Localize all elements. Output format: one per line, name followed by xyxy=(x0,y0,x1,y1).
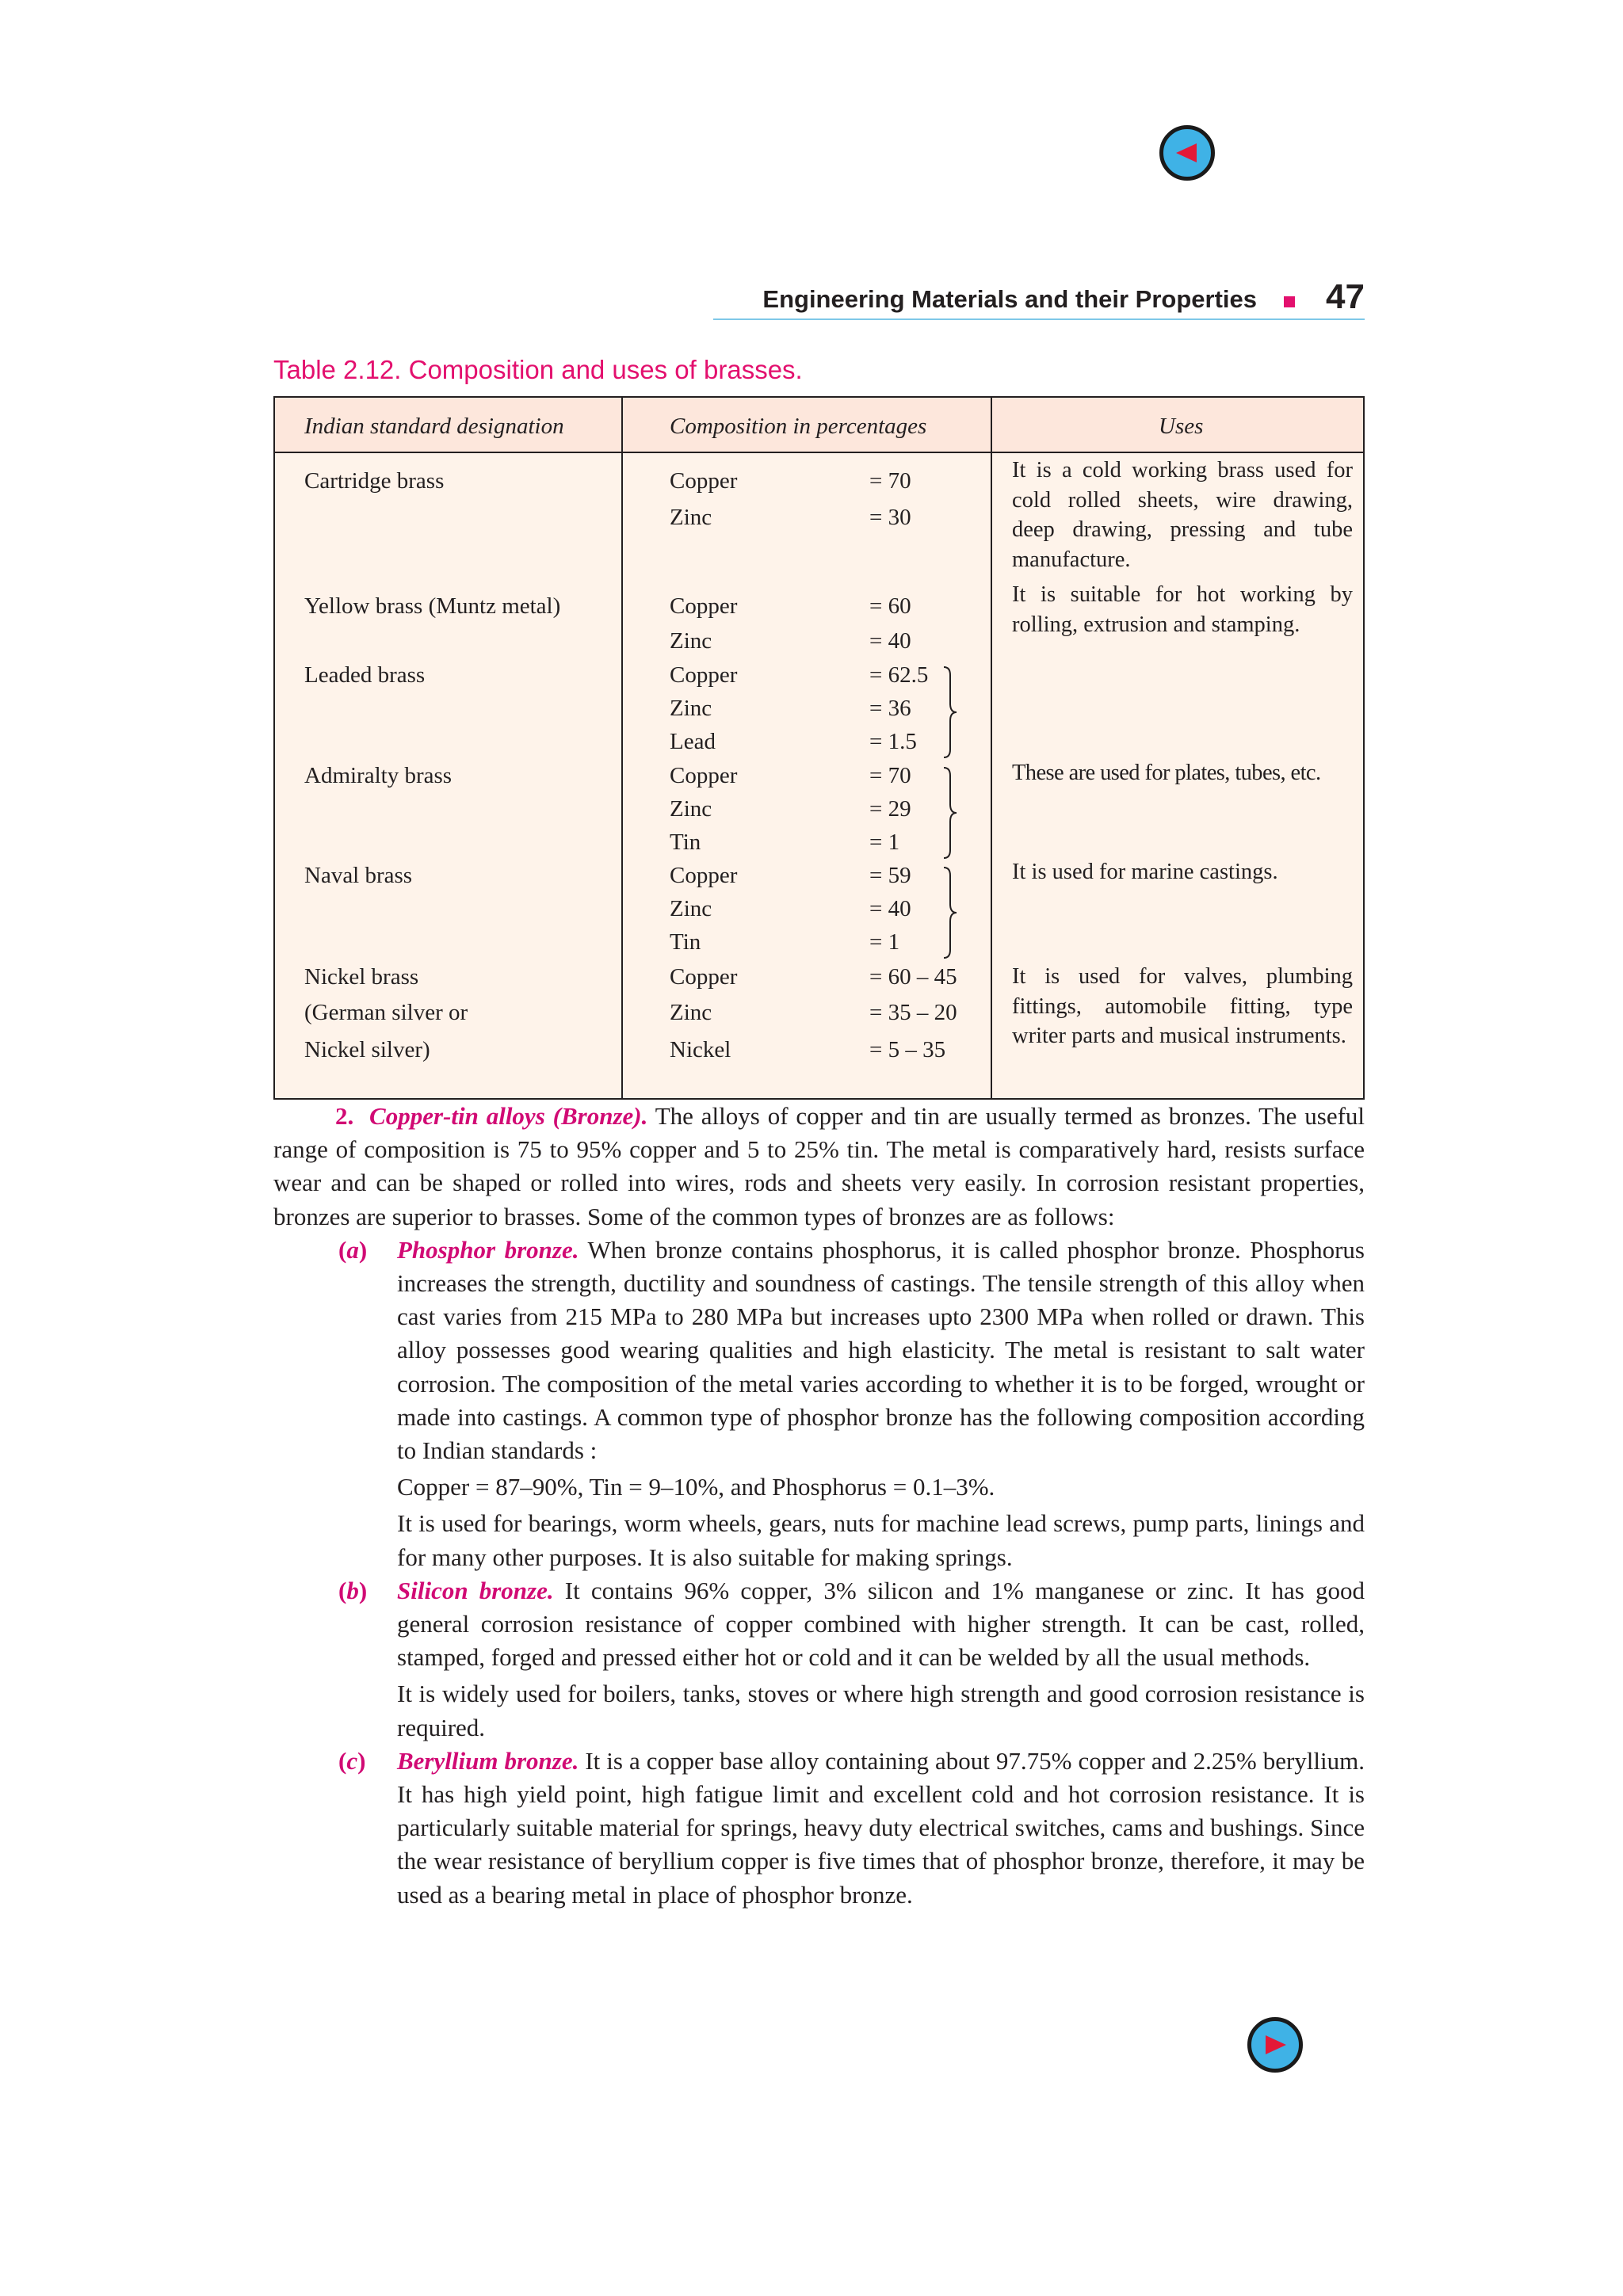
brass-composition-table xyxy=(273,396,1365,1100)
percentage-cell: = 70 xyxy=(869,763,911,788)
uses-cell: It is a cold working brass used for cold rolled sheets, wire drawing, deep drawing, pressing and tube manufacture. xyxy=(1012,458,1353,572)
element-cell: Copper xyxy=(670,593,738,619)
section-body xyxy=(273,1100,1365,1912)
section-number: 2. xyxy=(335,1102,354,1130)
list-item-silicon-bronze xyxy=(273,1574,1365,1745)
percentage-cell: = 40 xyxy=(869,896,911,921)
element-cell: Tin xyxy=(670,830,701,855)
element-cell: Copper xyxy=(670,468,738,494)
element-cell: Lead xyxy=(670,729,716,754)
item-extra-paragraph: It is used for bearings, worm wheels, gears, nuts for machine lead screws, pump parts, linings and for many other purposes. It is also suitable for making springs. xyxy=(397,1509,1365,1571)
page-number: 47 xyxy=(1326,277,1365,316)
element-cell: Zinc xyxy=(670,696,712,721)
designation-cell: Leaded brass xyxy=(304,662,426,688)
uses-cell: It is used for valves, plumbing fittings, automobile fitting, type writer parts and musical instruments. xyxy=(1012,964,1353,1048)
item-paragraph xyxy=(397,1234,1365,1467)
list-item-beryllium-bronze xyxy=(273,1745,1365,1912)
table-header-row xyxy=(275,398,1363,453)
list-label: (a) xyxy=(338,1235,368,1264)
designation-cell: Naval brass xyxy=(304,863,413,888)
item-paragraph xyxy=(397,1574,1365,1675)
square-bullet-icon xyxy=(1284,296,1295,307)
percentage-cell: = 29 xyxy=(869,796,911,822)
element-cell: Nickel xyxy=(670,1037,731,1062)
table-caption: Table 2.12. Composition and uses of brasses. xyxy=(273,355,803,384)
element-cell: Copper xyxy=(670,662,738,688)
percentage-cell: = 60 xyxy=(869,593,911,619)
next-page-button[interactable] xyxy=(1247,2017,1303,2073)
designation-cell: Nickel silver) xyxy=(304,1037,430,1062)
percentage-cell: = 62.5 xyxy=(869,662,929,688)
list-label: (c) xyxy=(338,1746,366,1775)
element-cell: Zinc xyxy=(670,896,712,921)
column-header-designation: Indian standard designation xyxy=(304,414,564,439)
uses-cell: These are used for plates, tubes, etc. xyxy=(1012,761,1321,785)
percentage-cell: = 60 – 45 xyxy=(869,964,957,990)
right-brace-icon xyxy=(941,666,960,759)
column-header-composition: Composition in percentages xyxy=(670,414,927,439)
previous-page-button[interactable] xyxy=(1159,125,1215,181)
percentage-cell: = 1.5 xyxy=(869,729,917,754)
designation-cell: Admiralty brass xyxy=(304,763,453,788)
item-text: It is a copper base alloy containing about 97.75% copper and 2.25% beryllium. It has high yield point, high fatigue limit and excellent cold and hot corrosion resistance. It is particularly suitable material for springs, heavy duty electrical switches, cams and bushings. Since the wear resistance of beryllium copper is five times that of phosphor bronze, therefore, it may be used as a bearing metal in place of phosphor bronze. xyxy=(397,1746,1365,1909)
item-text: When bronze contains phosphorus, it is called phosphor bronze. Phosphorus increases the strength, ductility and soundness of castings. The tensile strength of this alloy when cast varies from 215 MPa to 280 MPa but increases upto 2300 MPa when rolled or drawn. This alloy possesses good wearing qualities and high elasticity. The metal is resistant to salt water corrosion. The composition of the metal varies according to whether it is to be forged, wrought or made into castings. A common type of phosphor bronze has the following composition according to Indian standards : xyxy=(397,1235,1365,1465)
item-extra-paragraph: It is widely used for boilers, tanks, stoves or where high strength and good corrosion resistance is required. xyxy=(397,1680,1365,1741)
list-item-phosphor-bronze xyxy=(273,1234,1365,1574)
percentage-cell: = 40 xyxy=(869,628,911,654)
section-intro-paragraph xyxy=(273,1100,1365,1234)
percentage-cell: = 1 xyxy=(869,830,900,855)
triangle-right-icon xyxy=(1261,2031,1289,2059)
element-cell: Copper xyxy=(670,863,738,888)
column-divider xyxy=(991,398,992,1098)
right-brace-icon xyxy=(941,766,960,860)
designation-cell: Nickel brass xyxy=(304,964,419,990)
designation-cell: Cartridge brass xyxy=(304,468,445,494)
designation-cell: (German silver or xyxy=(304,1000,468,1025)
running-head xyxy=(713,279,1365,320)
element-cell: Zinc xyxy=(670,628,712,654)
triangle-left-icon xyxy=(1173,139,1201,167)
element-cell: Zinc xyxy=(670,505,712,530)
column-divider xyxy=(621,398,623,1098)
percentage-cell: = 36 xyxy=(869,696,911,721)
designation-cell: Yellow brass (Muntz metal) xyxy=(304,593,561,619)
percentage-cell: = 35 – 20 xyxy=(869,1000,957,1025)
uses-cell: It is suitable for hot working by rolling, extrusion and stamping. xyxy=(1012,582,1353,637)
running-title: Engineering Materials and their Properties xyxy=(762,285,1257,313)
percentage-cell: = 5 – 35 xyxy=(869,1037,946,1062)
percentage-cell: = 59 xyxy=(869,863,911,888)
section-title-paren: (Bronze). xyxy=(552,1102,648,1130)
element-cell: Copper xyxy=(670,763,738,788)
list-label: (b) xyxy=(338,1576,368,1604)
uses-cell: It is used for marine castings. xyxy=(1012,860,1278,884)
item-title: Phosphor bronze. xyxy=(397,1235,579,1264)
percentage-cell: = 30 xyxy=(869,505,911,530)
percentage-cell: = 70 xyxy=(869,468,911,494)
element-cell: Tin xyxy=(670,929,701,955)
element-cell: Copper xyxy=(670,964,738,990)
percentage-cell: = 1 xyxy=(869,929,900,955)
item-paragraph xyxy=(397,1745,1365,1912)
section-title: Copper-tin alloys xyxy=(369,1102,545,1130)
section-intro-text: The alloys of copper and tin are usually termed as bronzes. The useful range of composition is 75 to 95% copper and 5 to 25% tin. The metal is comparatively hard, resists surface wear and can be shaped or rolled into wires, rods and sheets very easily. In corrosion resistant properties, bronzes are superior to brasses. Some of the common types of bronzes are as follows: xyxy=(273,1102,1365,1230)
composition-formula: Copper = 87–90%, Tin = 9–10%, and Phosphorus = 0.1–3%. xyxy=(397,1473,995,1501)
right-brace-icon xyxy=(941,866,960,959)
item-title: Beryllium bronze. xyxy=(397,1746,579,1775)
item-text: It contains 96% copper, 3% silicon and 1% manganese or zinc. It has good general corrosion resistance of copper combined with higher strength. It can be cast, rolled, stamped, forged and pressed either hot or cold and it can be welded by all the usual methods. xyxy=(397,1576,1365,1672)
item-title: Silicon bronze. xyxy=(397,1576,554,1604)
element-cell: Zinc xyxy=(670,1000,712,1025)
column-header-uses: Uses xyxy=(1159,414,1204,439)
element-cell: Zinc xyxy=(670,796,712,822)
